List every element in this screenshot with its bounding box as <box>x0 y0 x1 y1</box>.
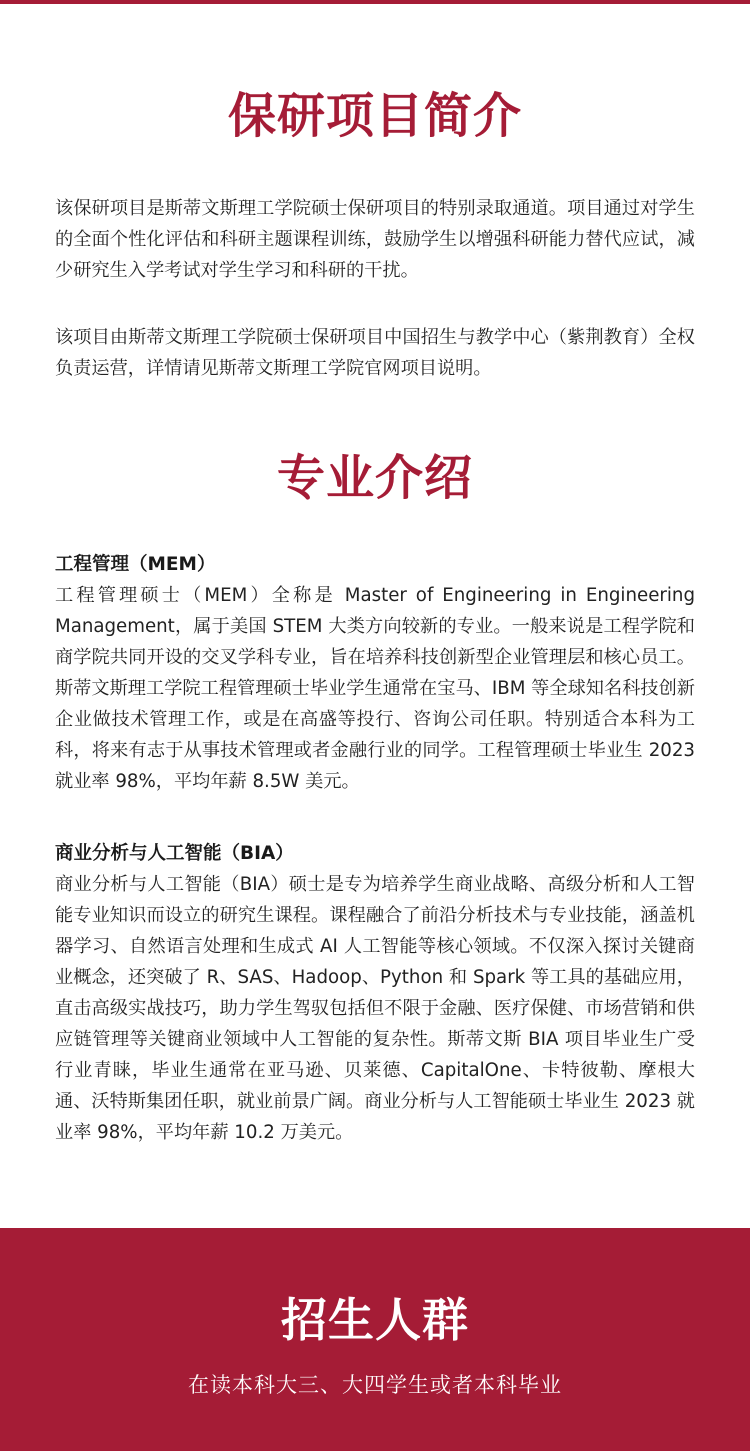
bia-description: 商业分析与人工智能（BIA）硕士是专为培养学生商业战略、高级分析和人工智能专业知识而设立的研究生课程。课程融合了前沿分析技术与专业技能，涵盖机器学习、自然语言处理和生成式 AI 人工智能等核心领域。不仅深入探讨关键商业概念，还突破了 R、SAS、Hadoop、Python 和 Spark 等工具的基础应用，直击高级实战技巧，助力学生驾驭包括但不限于金融、医疗保健、市场营销和供应链管理等关键商业领域中人工智能的复杂性。斯蒂文斯 BIA 项目毕业生广受行业青睐，毕业生通常在亚马逊、贝莱德、CapitalOne、卡特彼勒、摩根大通、沃特斯集团任职，就业前景广阔。商业分析与人工智能硕士毕业生 2023 就业率 98%，平均年薪 10.2 万美元。 <box>55 874 695 1143</box>
program-intro-title: 保研项目简介 <box>227 88 522 144</box>
intro-paragraph-2: 该项目由斯蒂文斯理工学院硕士保研项目中国招生与教学中心（紫荆教育）全权负责运营，详情请见斯蒂文斯理工学院官网项目说明。 <box>55 327 695 379</box>
target-audience-banner <box>0 1228 750 1451</box>
target-audience-description: 在读本科大三、大四学生或者本科毕业 <box>188 1373 562 1397</box>
top-accent-bar <box>0 0 750 4</box>
majors-title: 专业介绍 <box>276 450 473 506</box>
intro-paragraph-1: 该保研项目是斯蒂文斯理工学院硕士保研项目的特别录取通道。项目通过对学生的全面个性化评估和科研主题课程训练，鼓励学生以增强科研能力替代应试，减少研究生入学考试对学生学习和科研的干扰。 <box>55 198 695 281</box>
bia-heading: 商业分析与人工智能（BIA） <box>55 843 294 864</box>
mem-heading: 工程管理（MEM） <box>55 554 216 575</box>
target-audience-title: 招生人群 <box>281 1293 469 1347</box>
mem-description: 工程管理硕士（MEM）全称是 Master of Engineering in Engineering Management，属于美国 STEM 大类方向较新的专业。一般来说是工程学院和商学院共同开设的交叉学科专业，旨在培养科技创新型企业管理层和核心员工。斯蒂文斯理工学院工程管理硕士毕业学生通常在宝马、IBM 等全球知名科技创新企业做技术管理工作，或是在高盛等投行、咨询公司任职。特别适合本科为工科，将来有志于从事技术管理或者金融行业的同学。工程管理硕士毕业生 2023 就业率 98%，平均年薪 8.5W 美元。 <box>55 585 695 792</box>
